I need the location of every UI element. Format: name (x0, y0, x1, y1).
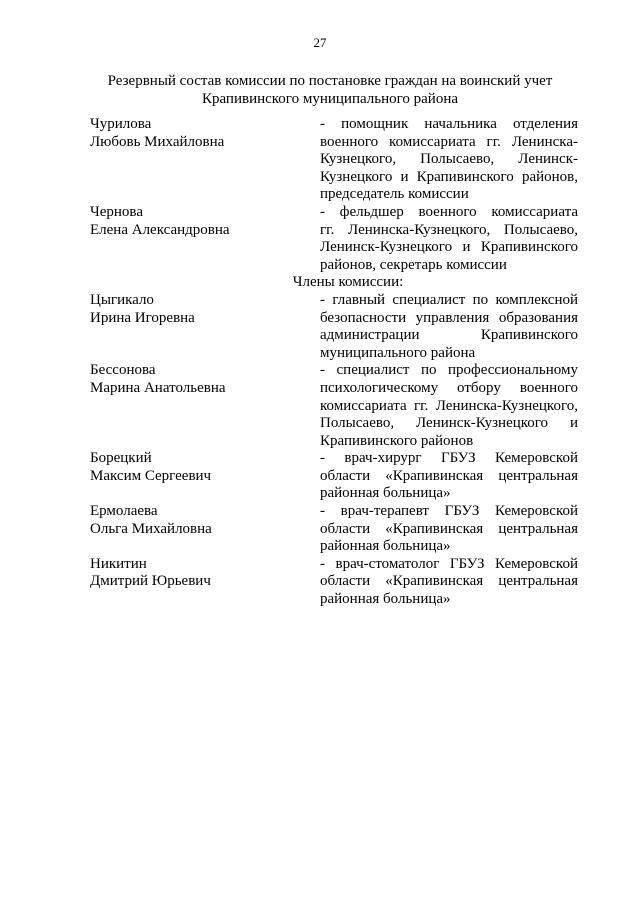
role-line: районная больница» (320, 591, 451, 608)
person-given-names: Марина Анатольевна (90, 379, 226, 396)
page-number: 27 (313, 35, 327, 50)
person-surname: Борецкий (90, 450, 152, 467)
role-line: Кузнецкого и Крапивинского районов, (320, 168, 578, 185)
person-entry (90, 503, 590, 556)
person-surname: Ермолаева (90, 503, 158, 520)
role-line: - фельдшер военного комиссариата (320, 203, 578, 220)
role-line: муниципального района (320, 344, 476, 361)
role-line: области «Крапивинская центральная (320, 573, 578, 590)
role-line: - врач-терапевт ГБУЗ Кемеровской (320, 503, 578, 520)
person-given-names: Любовь Михайловна (90, 133, 225, 150)
person-surname: Бессонова (90, 362, 156, 379)
person-entry (90, 204, 590, 274)
person-role (320, 116, 578, 204)
role-line: районов, секретарь комиссии (320, 256, 507, 273)
role-line: - врач-хирург ГБУЗ Кемеровской (320, 450, 578, 467)
person-name (90, 450, 320, 503)
person-given-names: Ирина Игоревна (90, 309, 195, 326)
role-line: - помощник начальника отделения (320, 116, 578, 132)
person-name (90, 556, 320, 609)
role-line: Ленинск-Кузнецкого и Крапивинского (320, 239, 578, 256)
person-given-names: Максим Сергеевич (90, 467, 212, 484)
person-name (90, 292, 320, 362)
person-given-names: Дмитрий Юрьевич (90, 573, 211, 590)
person-surname: Чернова (90, 203, 143, 220)
person-name (90, 362, 320, 450)
person-role (320, 556, 578, 609)
person-entry (90, 556, 590, 609)
role-line: - главный специалист по комплексной (320, 291, 578, 308)
members-heading: Члены комиссии: (292, 274, 404, 291)
person-name (90, 204, 320, 274)
commission-list (90, 116, 590, 609)
person-role (320, 204, 578, 274)
person-given-names: Ольга Михайловна (90, 520, 212, 537)
role-line: - специалист по профессиональному (320, 362, 578, 379)
role-line: области «Крапивинская центральная (320, 520, 578, 537)
person-role (320, 362, 578, 450)
role-line: Кузнецкого, Полысаево, Ленинск- (320, 151, 578, 168)
person-role (320, 503, 578, 556)
person-surname: Цыгикало (90, 291, 154, 308)
role-line: районная больница» (320, 485, 451, 502)
person-given-names: Елена Александровна (90, 221, 230, 238)
role-line: области «Крапивинская центральная (320, 467, 578, 484)
role-line: психологическому отбору военного (320, 379, 578, 396)
role-line: безопасности управления образования (320, 309, 578, 326)
role-line: комиссариата гг. Ленинска-Кузнецкого, (320, 397, 578, 414)
person-role (320, 450, 578, 503)
role-line: районная больница» (320, 538, 451, 555)
title-line: Резервный состав комиссии по постановке граждан на воинский учет (107, 73, 553, 89)
document-title (60, 72, 600, 108)
title-line: Крапивинского муниципального района (201, 91, 459, 107)
person-surname: Чурилова (90, 116, 152, 132)
person-entry (90, 362, 590, 450)
role-line: Полысаево, Ленинск-Кузнецкого и (320, 415, 578, 432)
role-line: Крапивинского районов (320, 432, 474, 449)
person-entry (90, 450, 590, 503)
role-line: председатель комиссии (320, 186, 469, 203)
role-line: администрации Крапивинского (320, 327, 578, 344)
person-entry (90, 116, 590, 204)
members-section (90, 292, 590, 609)
person-entry (90, 292, 590, 362)
person-name (90, 116, 320, 204)
role-line: военного комиссариата гг. Ленинска- (320, 133, 578, 150)
role-line: - врач-стоматолог ГБУЗ Кемеровской (320, 555, 578, 572)
person-role (320, 292, 578, 362)
leadership-section (90, 116, 590, 274)
role-line: гг. Ленинска-Кузнецкого, Полысаево, (320, 221, 578, 238)
person-name (90, 503, 320, 556)
person-surname: Никитин (90, 555, 147, 572)
